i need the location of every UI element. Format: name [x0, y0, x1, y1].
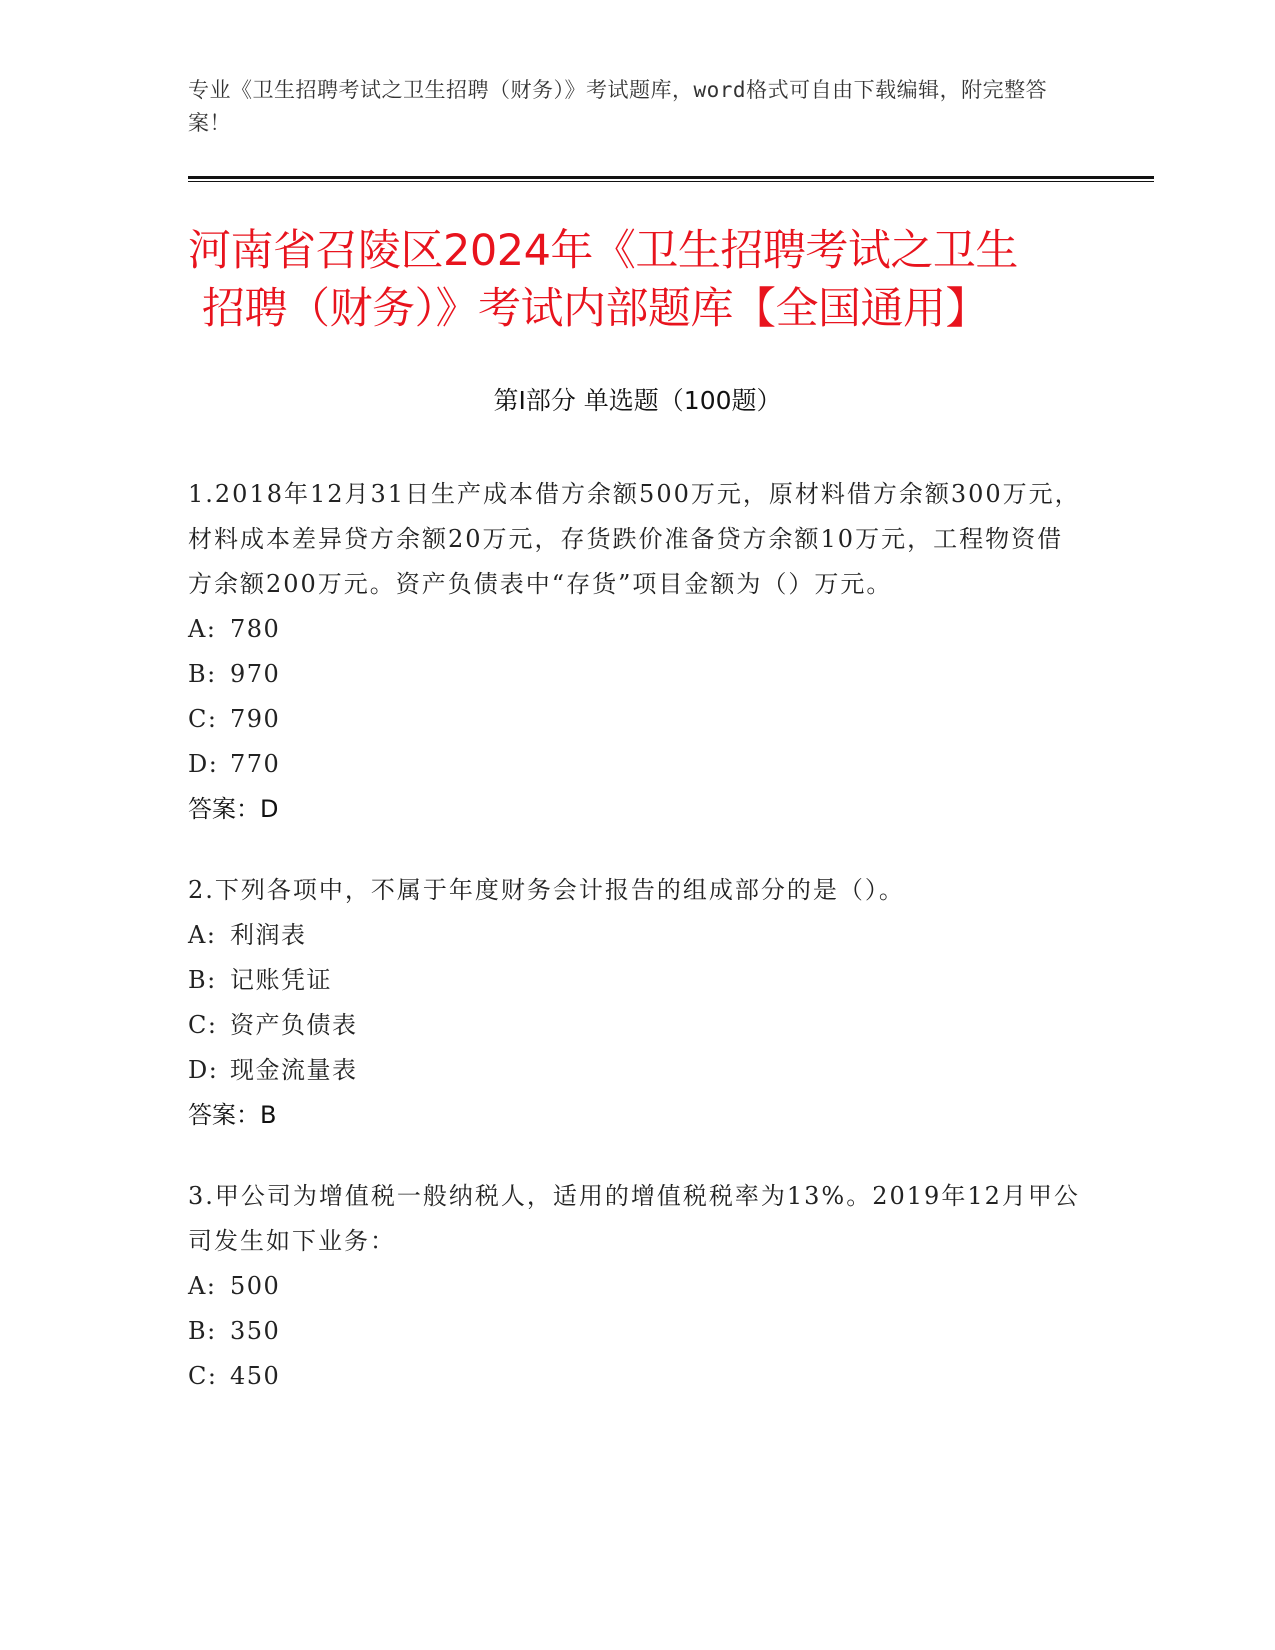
option-d [188, 742, 1088, 787]
option-letter: C: [188, 705, 218, 733]
option-b [188, 958, 1088, 1003]
question-2 [188, 868, 1088, 1138]
answer-line: 答案：B [188, 1101, 277, 1129]
option-letter: D: [188, 750, 219, 778]
header-divider-thin [188, 181, 1154, 182]
document-title-line-2: 招聘（财务）》考试内部题库【全国通用】 [202, 284, 988, 334]
option-text: 970 [230, 660, 281, 688]
question-list [188, 472, 1088, 1435]
option-letter: B: [188, 660, 217, 688]
option-list [188, 913, 1088, 1093]
option-text: 780 [230, 615, 281, 643]
option-c [188, 1354, 1088, 1399]
answer-line: 答案：D [188, 795, 279, 823]
option-a [188, 913, 1088, 958]
question-1 [188, 472, 1088, 832]
option-text: 350 [230, 1317, 281, 1345]
option-text: 500 [230, 1272, 281, 1300]
document-title-line-1: 河南省召陵区2024年《卫生招聘考试之卫生 [188, 226, 1018, 276]
header-note: 专业《卫生招聘考试之卫生招聘（财务）》考试题库，word格式可自由下载编辑，附完整答案！ [188, 78, 1048, 135]
option-list [188, 1264, 1088, 1399]
option-a [188, 607, 1088, 652]
option-b [188, 1309, 1088, 1354]
option-c [188, 1003, 1088, 1048]
option-letter: C: [188, 1362, 218, 1390]
question-stem: 1.2018年12月31日生产成本借方余额500万元，原材料借方余额300万元，材料成本差异贷方余额20万元，存货跌价准备贷方余额10万元，工程物资借方余额200万元。资产负债表中“存货”项目金额为（）万元。 [188, 480, 1081, 598]
option-a [188, 1264, 1088, 1309]
option-text: 450 [230, 1362, 281, 1390]
option-list [188, 607, 1088, 787]
option-text: 利润表 [230, 921, 307, 949]
option-letter: A: [188, 1272, 217, 1300]
option-b [188, 652, 1088, 697]
option-letter: A: [188, 921, 217, 949]
option-letter: A: [188, 615, 217, 643]
option-d [188, 1048, 1088, 1093]
option-text: 记账凭证 [230, 966, 332, 994]
option-letter: C: [188, 1011, 218, 1039]
question-stem: 2.下列各项中，不属于年度财务会计报告的组成部分的是（）。 [188, 876, 905, 904]
option-text: 资产负债表 [230, 1011, 358, 1039]
question-stem: 3.甲公司为增值税一般纳税人，适用的增值税税率为13%。2019年12月甲公司发生如下业务： [188, 1182, 1080, 1255]
option-letter: B: [188, 966, 217, 994]
header-divider-thick [188, 176, 1154, 179]
option-letter: B: [188, 1317, 217, 1345]
document-title [188, 222, 1088, 338]
option-text: 790 [230, 705, 281, 733]
option-c [188, 697, 1088, 742]
option-letter: D: [188, 1056, 219, 1084]
question-3 [188, 1174, 1088, 1399]
option-text: 现金流量表 [230, 1056, 358, 1084]
section-title: 第Ⅰ部分 单选题（100题） [493, 386, 782, 415]
option-text: 770 [230, 750, 281, 778]
